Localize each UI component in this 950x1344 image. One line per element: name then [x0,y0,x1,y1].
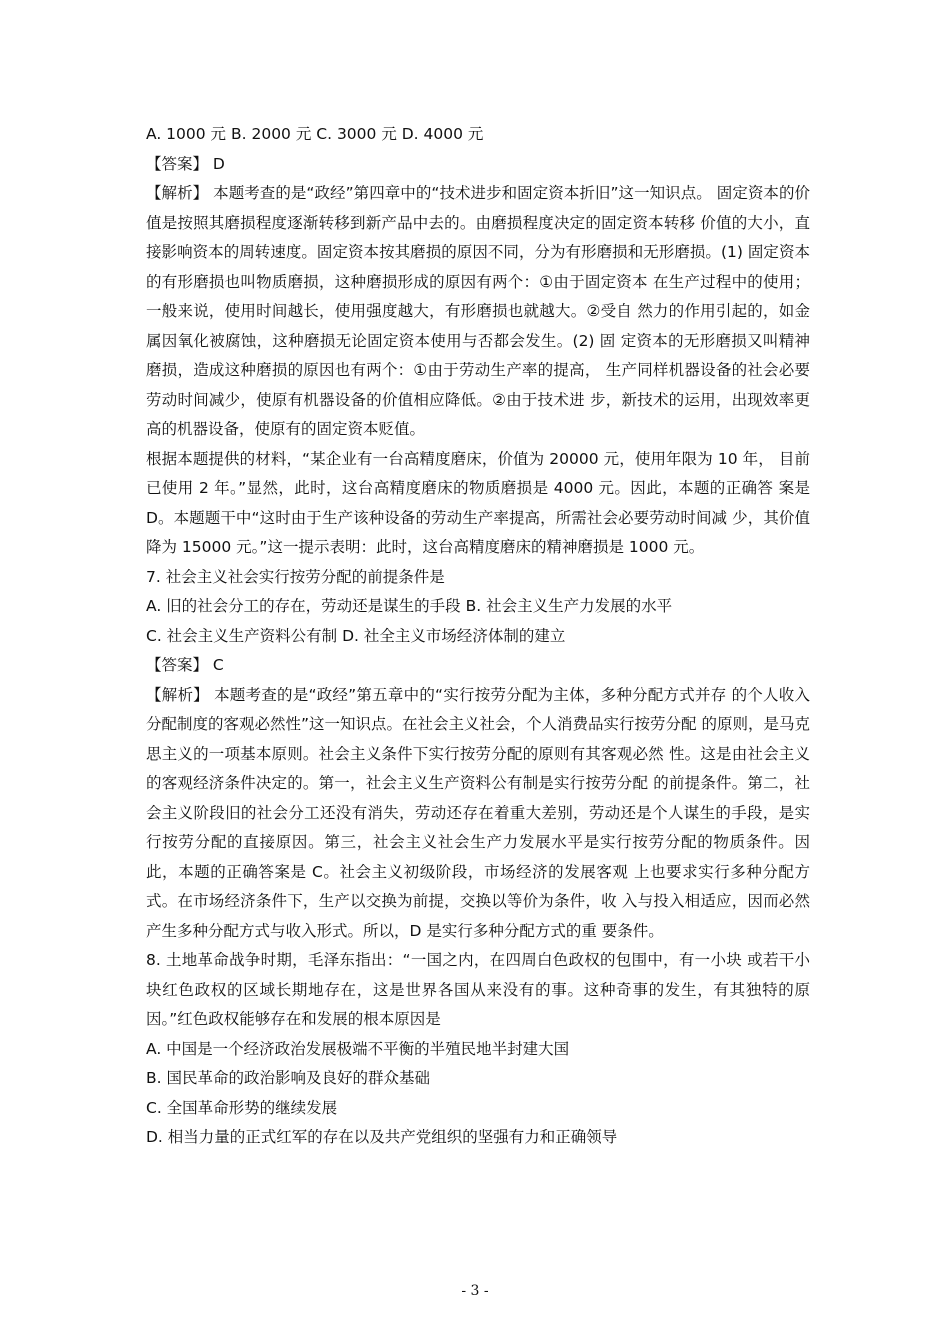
q6-analysis-continued: 根据本题提供的材料，“某企业有一台高精度磨床，价值为 20000 元，使用年限为 10 年， 目前已使用 2 年。”显然，此时，这台高精度磨床的物质磨损是 4000 元。因此，本题的正确答 案是 D。本题题干中“这时由于生产该种设备的劳动生产率提高，所需社会必要劳动时间减 少，其价值降为 15000 元。”这一提示表明：此时，这台高精度磨床的精神磨损是 1000 元。 [146,449,810,556]
q8-question: 8. 土地革命战争时期，毛泽东指出：“一国之内，在四周白色政权的包围中，有一小块 或若干小块红色政权的区域长期地存在，这是世界各国从来没有的事。这种奇事的发生，有其独特的原因。”红色政权能够存在和发展的根本原因是 [146,951,810,1028]
q7-options-cd: C. 社会主义生产资料公有制 D. 社全主义市场经济体制的建立 [146,626,566,645]
page-content [146,120,810,1153]
q6-answer: 【答案】 D [146,154,225,173]
q8-option-b: B. 国民革命的政治影响及良好的群众基础 [146,1069,430,1087]
q8-option-d: D. 相当力量的正式红军的存在以及共产党组织的坚强有力和正确领导 [146,1128,618,1146]
q6-options: A. 1000 元 B. 2000 元 C. 3000 元 D. 4000 元 [146,125,484,143]
page-number: - 3 - [461,1283,489,1299]
q8-option-c: C. 全国革命形势的继续发展 [146,1098,338,1117]
q8-option-a: A. 中国是一个经济政治发展极端不平衡的半殖民地半封建大国 [146,1039,570,1058]
q7-question: 7. 社会主义社会实行按劳分配的前提条件是 [146,567,445,586]
q7-answer: 【答案】 C [146,656,224,674]
q6-analysis: 【解析】 本题考查的是“政经”第四章中的“技术进步和固定资本折旧”这一知识点。 固定资本的价值是按照其磨损程度逐渐转移到新产品中去的。由磨损程度决定的固定资本转移 价值的大小，直接影响资本的周转速度。固定资本按其磨损的原因不同，分为有形磨损和无形磨损。(1) 固定资本的有形磨损也叫物质磨损，这种磨损形成的原因有两个：①由于固定资本 在生产过程中的使用；一般来说，使用时间越长，使用强度越大，有形磨损也就越大。②受自 然力的作用引起的，如金属因氧化被腐蚀，这种磨损无论固定资本使用与否都会发生。(2) 固 定资本的无形磨损又叫精神磨损，造成这种磨损的原因也有两个：①由于劳动生产率的提高， 生产同样机器设备的社会必要劳动时间减少，使原有机器设备的价值相应降低。②由于技术进 步，新技术的运用，出现效率更高的机器设备，使原有的固定资本贬值。 [146,184,810,438]
q7-analysis: 【解析】 本题考查的是“政经”第五章中的“实行按劳分配为主体，多种分配方式并存 的个人收入分配制度的客观必然性”这一知识点。在社会主义社会，个人消费品实行按劳分配 的原则，是马克思主义的一项基本原则。社会主义条件下实行按劳分配的原则有其客观必然 性。这是由社会主义的客观经济条件决定的。第一，社会主义生产资料公有制是实行按劳分配 的前提条件。第二，社会主义阶段旧的社会分工还没有消失，劳动还存在着重大差别，劳动还是个人谋生的手段，是实行按劳分配的直接原因。第三，社会主义社会生产力发展水平是实行按劳分配的物质条件。因此，本题的正确答案是 C。社会主义初级阶段，市场经济的发展客观 上也要求实行多种分配方式。在市场经济条件下，生产以交换为前提，交换以等价为条件，收 入与投入相适应，因而必然产生多种分配方式与收入形式。所以，D 是实行多种分配方式的重 要条件。 [146,685,810,940]
q7-options-ab: A. 旧的社会分工的存在，劳动还是谋生的手段 B. 社会主义生产力发展的水平 [146,597,673,615]
